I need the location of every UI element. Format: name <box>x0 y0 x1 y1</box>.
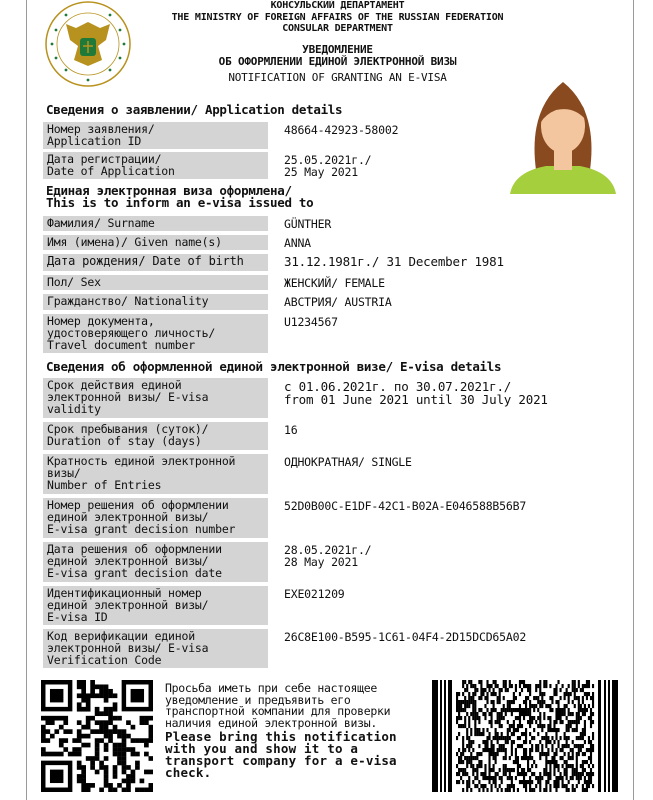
label-date-of-application: Дата регистрации/ Date of Application <box>43 152 268 179</box>
label-duration-of-stay: Срок пребывания (суток)/ Duration of stay (days) <box>43 422 268 450</box>
label-application-id: Номер заявления/ Application ID <box>43 122 268 149</box>
notice-ru: Просьба иметь при себе настоящее уведомление и предъявить его транспортной компании для проверки наличия единой электронной визы. <box>165 681 391 730</box>
label-verification-code: Код верификации единой электронной визы/ E-visa Verification Code <box>43 629 268 668</box>
label-travel-document: Номер документа, удостоверяющего личность/ Travel document number <box>43 314 268 353</box>
applicant-photo <box>508 60 618 194</box>
label-nationality: Гражданство/ Nationality <box>43 294 268 310</box>
dept-en: CONSULAR DEPARTMENT <box>282 23 393 34</box>
qr-code <box>41 680 153 792</box>
title-en: NOTIFICATION OF GRANTING AN E-VISA <box>228 71 447 84</box>
dept-ru: КОНСУЛЬСКИЙ ДЕПАРТАМЕНТ <box>270 0 405 11</box>
value-decision-date: 28.05.2021г./ 28 May 2021 <box>284 543 372 569</box>
label-date-of-birth: Дата рождения/ Date of birth <box>43 254 268 271</box>
issued-to-title: Единая электронная виза оформлена/ This is to inform an e-visa issued to <box>46 183 314 210</box>
label-validity: Срок действия единой электронной визы/ E-visa validity <box>43 378 268 418</box>
value-given-names: ANNA <box>284 236 311 250</box>
label-surname: Фамилия/ Surname <box>43 216 268 231</box>
value-decision-number: 52D0B00C-E1DF-42C1-B02A-E046588B56B7 <box>284 499 527 513</box>
value-application-id: 48664-42923-58002 <box>284 123 399 137</box>
value-evisa-id: EXE021209 <box>284 587 345 601</box>
label-decision-date: Дата решения об оформлении единой электронной визы/ E-visa grant decision date <box>43 542 268 582</box>
value-number-of-entries: ОДНОКРАТНАЯ/ SINGLE <box>284 455 412 469</box>
value-nationality: АВСТРИЯ/ AUSTRIA <box>284 295 392 309</box>
pdf417-barcode <box>432 680 618 792</box>
value-date-of-birth: 31.12.1981г./ 31 December 1981 <box>284 254 504 269</box>
notice-en: Please bring this notification with you and show it to a transport company for a e-visa check. <box>165 729 397 780</box>
value-sex: ЖЕНСКИЙ/ FEMALE <box>284 276 385 290</box>
label-sex: Пол/ Sex <box>43 275 268 290</box>
label-evisa-id: Идентификационный номер единой электронной визы/ E-visa ID <box>43 586 268 625</box>
label-decision-number: Номер решения об оформлении единой электронной визы/ E-visa grant decision number <box>43 498 268 538</box>
evisa-details-title: Сведения об оформленной единой электронной визе/ E-visa details <box>46 359 502 374</box>
value-duration-of-stay: 16 <box>284 423 298 437</box>
value-validity: с 01.06.2021г. по 30.07.2021г./ from 01 June 2021 until 30 July 2021 <box>284 379 548 407</box>
label-number-of-entries: Кратность единой электронной визы/ Number of Entries <box>43 454 268 494</box>
value-travel-document: U1234567 <box>284 315 338 329</box>
value-surname: GÜNTHER <box>284 217 332 231</box>
label-given-names: Имя (имена)/ Given name(s) <box>43 235 268 250</box>
title-ru-2: ОБ ОФОРМЛЕНИИ ЕДИНОЙ ЭЛЕКТРОННОЙ ВИЗЫ <box>218 55 457 68</box>
value-date-of-application: 25.05.2021г./ 25 May 2021 <box>284 153 372 179</box>
ministry-en: THE MINISTRY OF FOREIGN AFFAIRS OF THE RUSSIAN FEDERATION <box>171 12 504 23</box>
mfa-seal-emblem <box>36 0 140 88</box>
value-verification-code: 26C8E100-B595-1C61-04F4-2D15DCD65A02 <box>284 630 527 644</box>
title-ru-1: УВЕДОМЛЕНИЕ <box>302 43 373 56</box>
application-details-title: Сведения о заявлении/ Application details <box>46 102 343 117</box>
